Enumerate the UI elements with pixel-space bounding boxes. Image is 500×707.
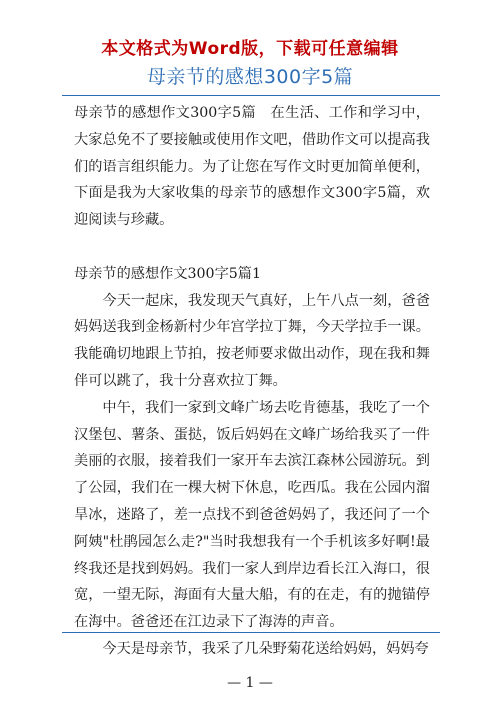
document-body: [74, 100, 430, 663]
intro-paragraph: 母亲节的感想作文300字5篇 在生活、工作和学习中，大家总免不了要接触或使用作文吧，借助作文可以提高我们的语言组织能力。为了让您在写作文时更加简单便利，下面是我为大家收集的母亲节的感想作文300字5篇，欢迎阅读与珍藏。: [74, 105, 430, 229]
body-paragraph-1: 今天一起床，我发现天气真好，上午八点一刻，爸爸妈妈送我到金杨新村少年宫学拉丁舞，今天学拉手一课。我能确切地跟上节拍，按老师要求做出动作，现在我和舞伴可以跳了，我十分喜欢拉丁舞。: [74, 292, 430, 389]
body-paragraph-2: 中午，我们一家到文峰广场去吃肯德基，我吃了一个汉堡包、薯条、蛋挞，饭后妈妈在文峰广场给我买了一件美丽的衣服，接着我们一家开车去滨江森林公园游玩。到了公园，我们在一棵大树下休息，吃西瓜。我在公园内溜旱冰，迷路了，差一点找不到爸爸妈妈了，我还问了一个阿姨"杜鹃园怎么走?"当时我想我有一个手机该多好啊!最终我还是找到妈妈。我们一家人到岸边看长江入海口，很宽，一望无际，海面有大量大船，有的在走，有的抛锚停在海中。爸爸还在江边录下了海涛的声音。: [74, 399, 430, 631]
section-heading: 母亲节的感想作文300字5篇1: [74, 265, 262, 282]
footer-rule: [62, 632, 440, 633]
paragraph-gap: [74, 234, 430, 261]
body-paragraph-3: 今天是母亲节，我采了几朵野菊花送给妈妈，妈妈夸: [102, 640, 429, 657]
download-banner: 本文格式为Word版，下载可任意编辑: [101, 39, 399, 59]
header-rule: [62, 95, 440, 96]
document-title: 母亲节的感想300字5篇: [146, 66, 354, 88]
page-number: — 1 —: [227, 675, 273, 691]
